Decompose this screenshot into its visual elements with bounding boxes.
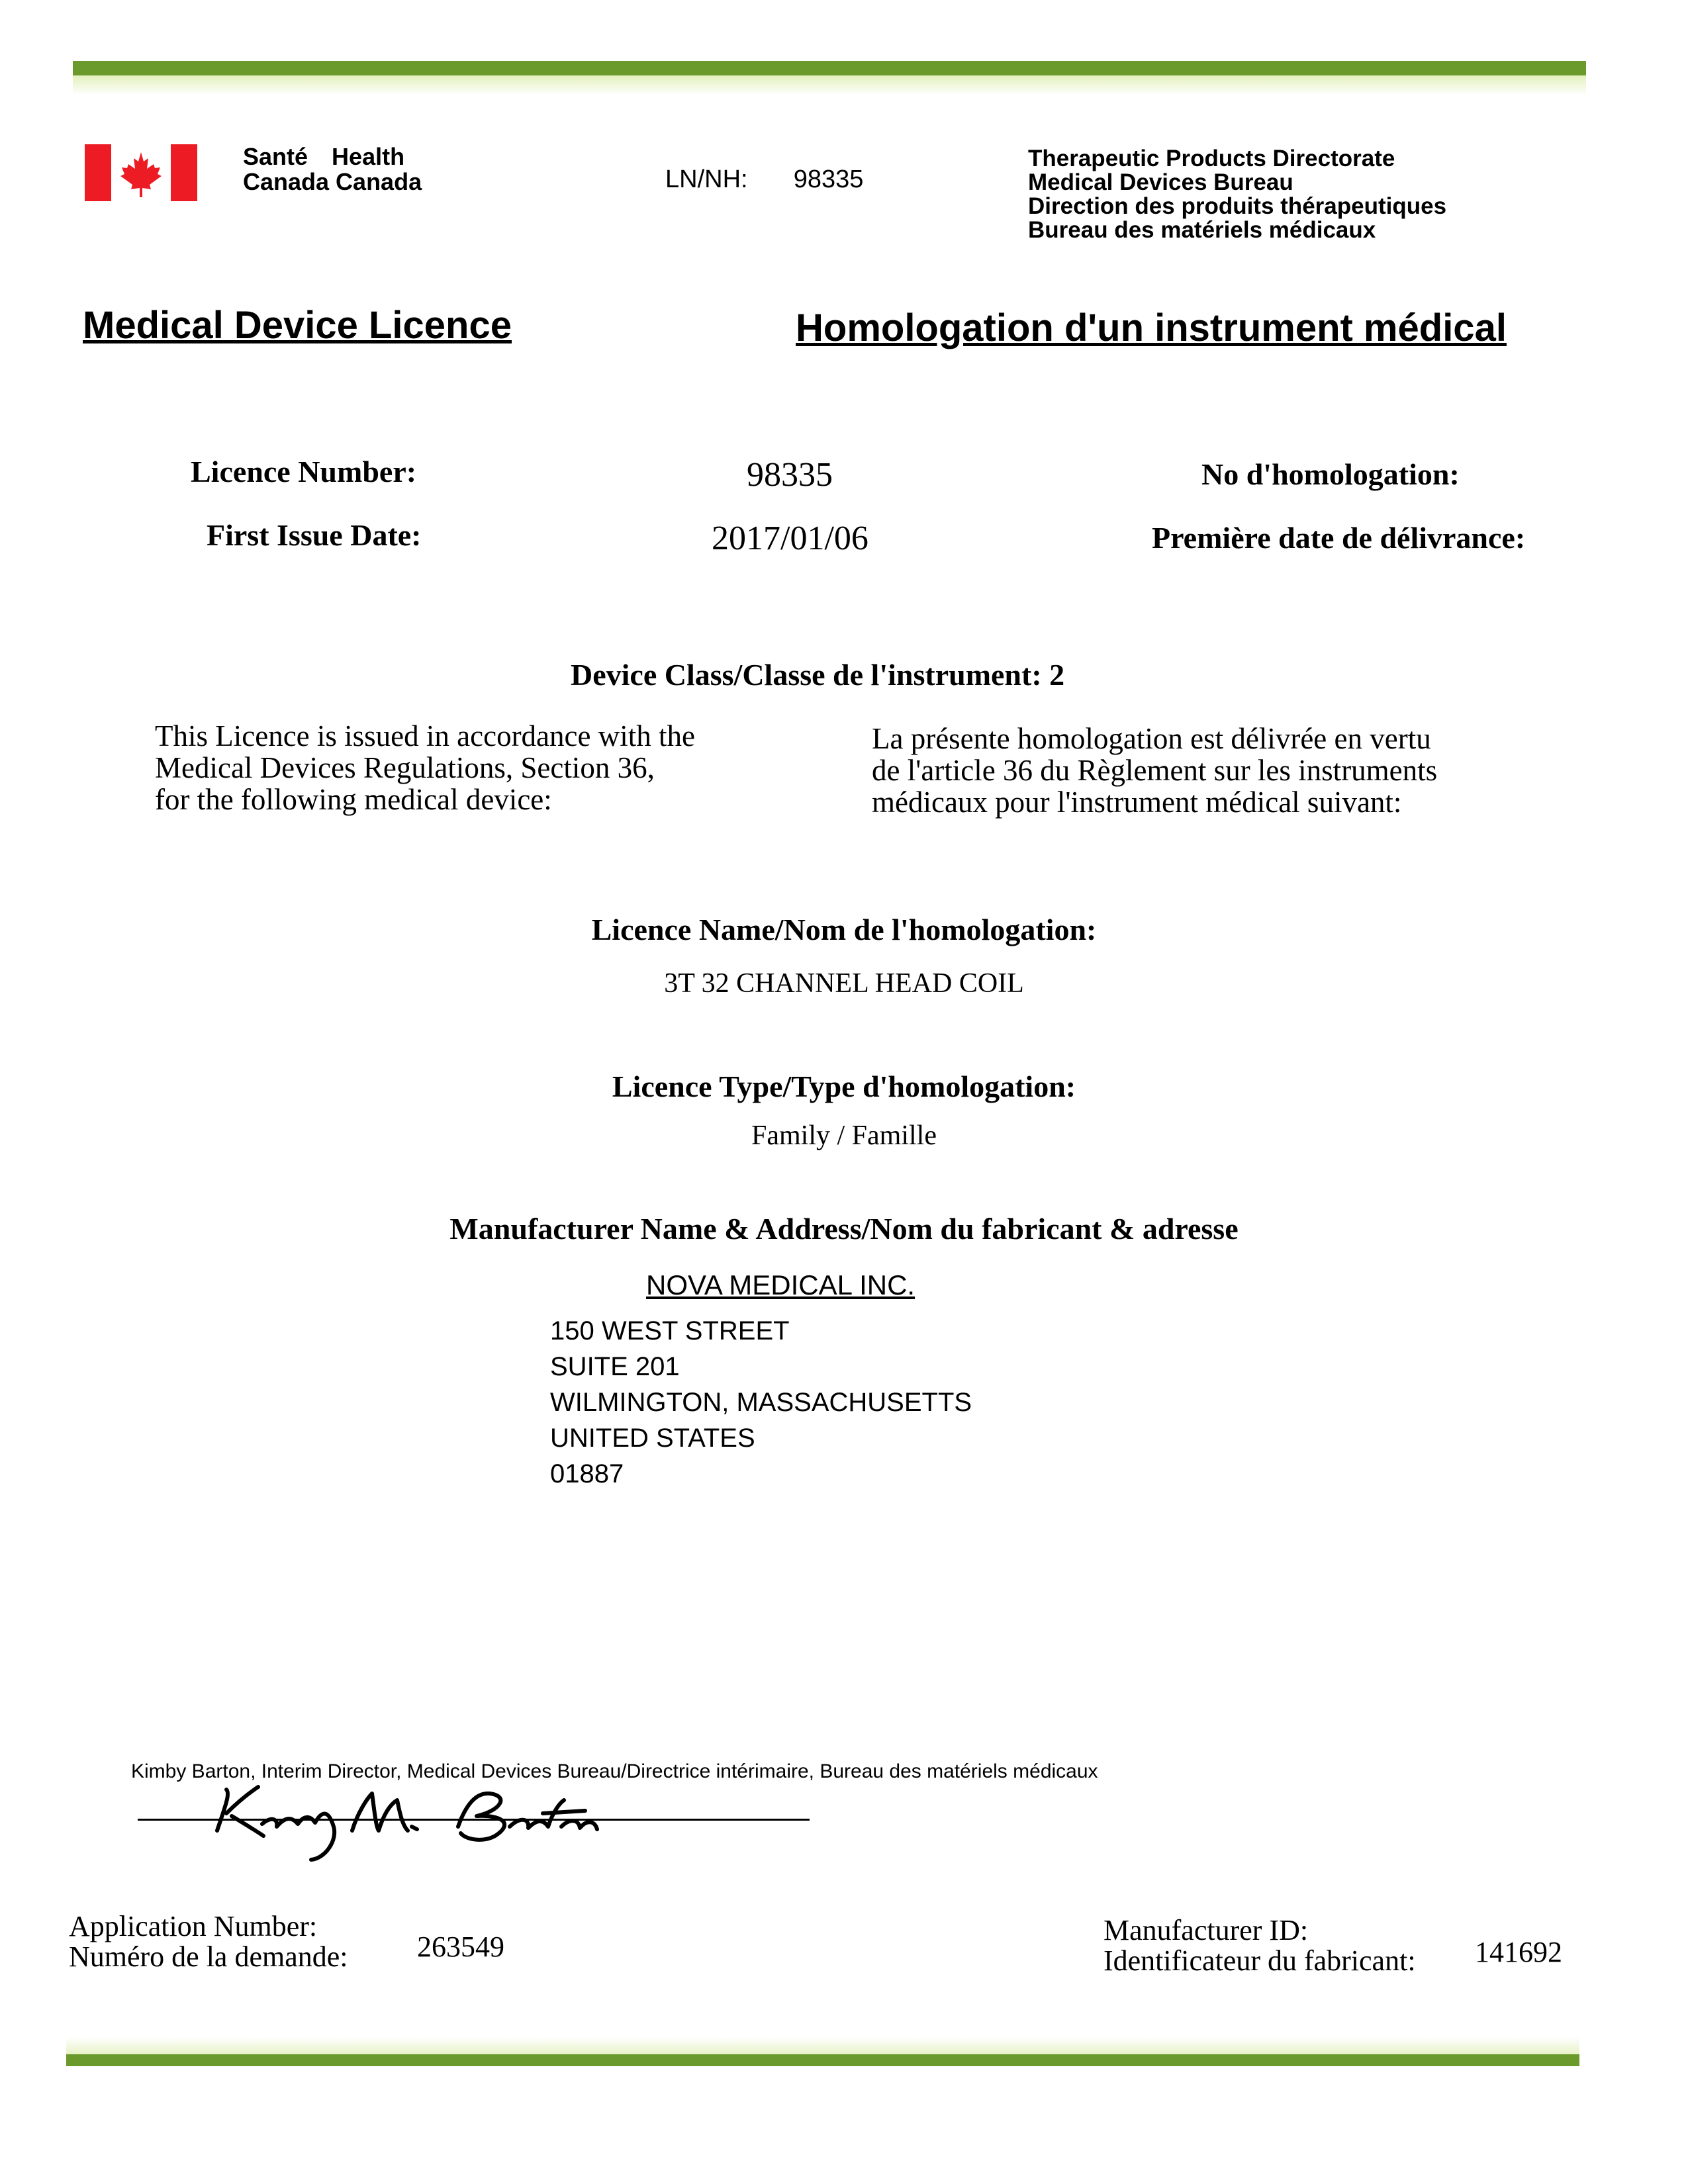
manufacturer-id-value: 141692 (1475, 1936, 1562, 1968)
licence-number-label: Licence Number: (191, 455, 417, 488)
application-label-en: Application Number: (69, 1910, 318, 1942)
manufacturer-name: NOVA MEDICAL INC. (646, 1269, 915, 1300)
department-name (243, 144, 422, 195)
licence-name-label: Licence Name/Nom de l'homologation: (591, 913, 1097, 946)
directorate-line: Therapeutic Products Directorate (1028, 146, 1395, 171)
address-line: 01887 (550, 1459, 624, 1488)
canada-flag-icon (85, 144, 197, 201)
handwritten-signature (199, 1767, 622, 1866)
country-en: Canada (336, 168, 422, 195)
dept-en: Health (332, 143, 405, 170)
statement-line: de l'article 36 du Règlement sur les instruments (872, 754, 1438, 787)
licence-name-value: 3T 32 CHANNEL HEAD COIL (664, 968, 1024, 999)
ln-value: 98335 (793, 165, 864, 193)
issue-date-value: 2017/01/06 (712, 520, 868, 557)
issue-date-label-fr: Première date de délivrance: (1152, 521, 1526, 555)
issue-date-label: First Issue Date: (207, 518, 422, 552)
dept-fr: Santé (243, 143, 308, 170)
address-line: UNITED STATES (550, 1424, 755, 1453)
ln-label: LN/NH: (665, 165, 748, 193)
title-english: Medical Device Licence (83, 304, 512, 347)
licence-number-value: 98335 (747, 456, 833, 494)
ln-nh (665, 165, 863, 194)
licence-number-label-fr: No d'homologation: (1201, 457, 1460, 491)
address-line: 150 WEST STREET (550, 1316, 790, 1345)
statement-french (872, 723, 1437, 818)
statement-line: La présente homologation est délivrée en vertu (872, 722, 1431, 755)
manufacturer-id-label-en: Manufacturer ID: (1103, 1914, 1309, 1946)
directorate-line: Medical Devices Bureau (1028, 169, 1293, 195)
manufacturer-address (550, 1313, 972, 1492)
manufacturer-id-label-fr: Identificateur du fabricant: (1103, 1944, 1416, 1977)
application-number-labels (69, 1911, 348, 1972)
directorate-block (1028, 147, 1446, 242)
top-bar-fade (73, 75, 1586, 95)
statement-line: Medical Devices Regulations, Section 36, (155, 751, 655, 784)
signer-line: Kimby Barton, Interim Director, Medical Devices Bureau/Directrice intérimaire, Bureau des matériels médicaux (131, 1760, 1098, 1782)
application-label-fr: Numéro de la demande: (69, 1940, 348, 1973)
signature-line (138, 1819, 810, 1821)
directorate-line: Bureau des matériels médicaux (1028, 217, 1376, 243)
manufacturer-label: Manufacturer Name & Address/Nom du fabricant & adresse (449, 1212, 1239, 1246)
statement-english (155, 720, 695, 815)
bottom-green-bar (66, 2054, 1579, 2066)
licence-type-label: Licence Type/Type d'homologation: (612, 1069, 1076, 1103)
statement-line: for the following medical device: (155, 783, 552, 816)
device-class: Device Class/Classe de l'instrument: 2 (571, 658, 1065, 692)
application-number-value: 263549 (417, 1931, 504, 1963)
statement-line: This Licence is issued in accordance with the (155, 719, 695, 752)
directorate-line: Direction des produits thérapeutiques (1028, 193, 1447, 219)
licence-type-value: Family / Famille (751, 1120, 937, 1151)
country-fr: Canada (243, 168, 330, 195)
top-green-bar (73, 61, 1586, 75)
address-line: SUITE 201 (550, 1352, 680, 1381)
address-line: WILMINGTON, MASSACHUSETTS (550, 1388, 972, 1417)
statement-line: médicaux pour l'instrument médical suivant: (872, 786, 1402, 819)
title-french: Homologation d'un instrument médical (796, 306, 1507, 349)
manufacturer-id-labels (1103, 1915, 1416, 1976)
